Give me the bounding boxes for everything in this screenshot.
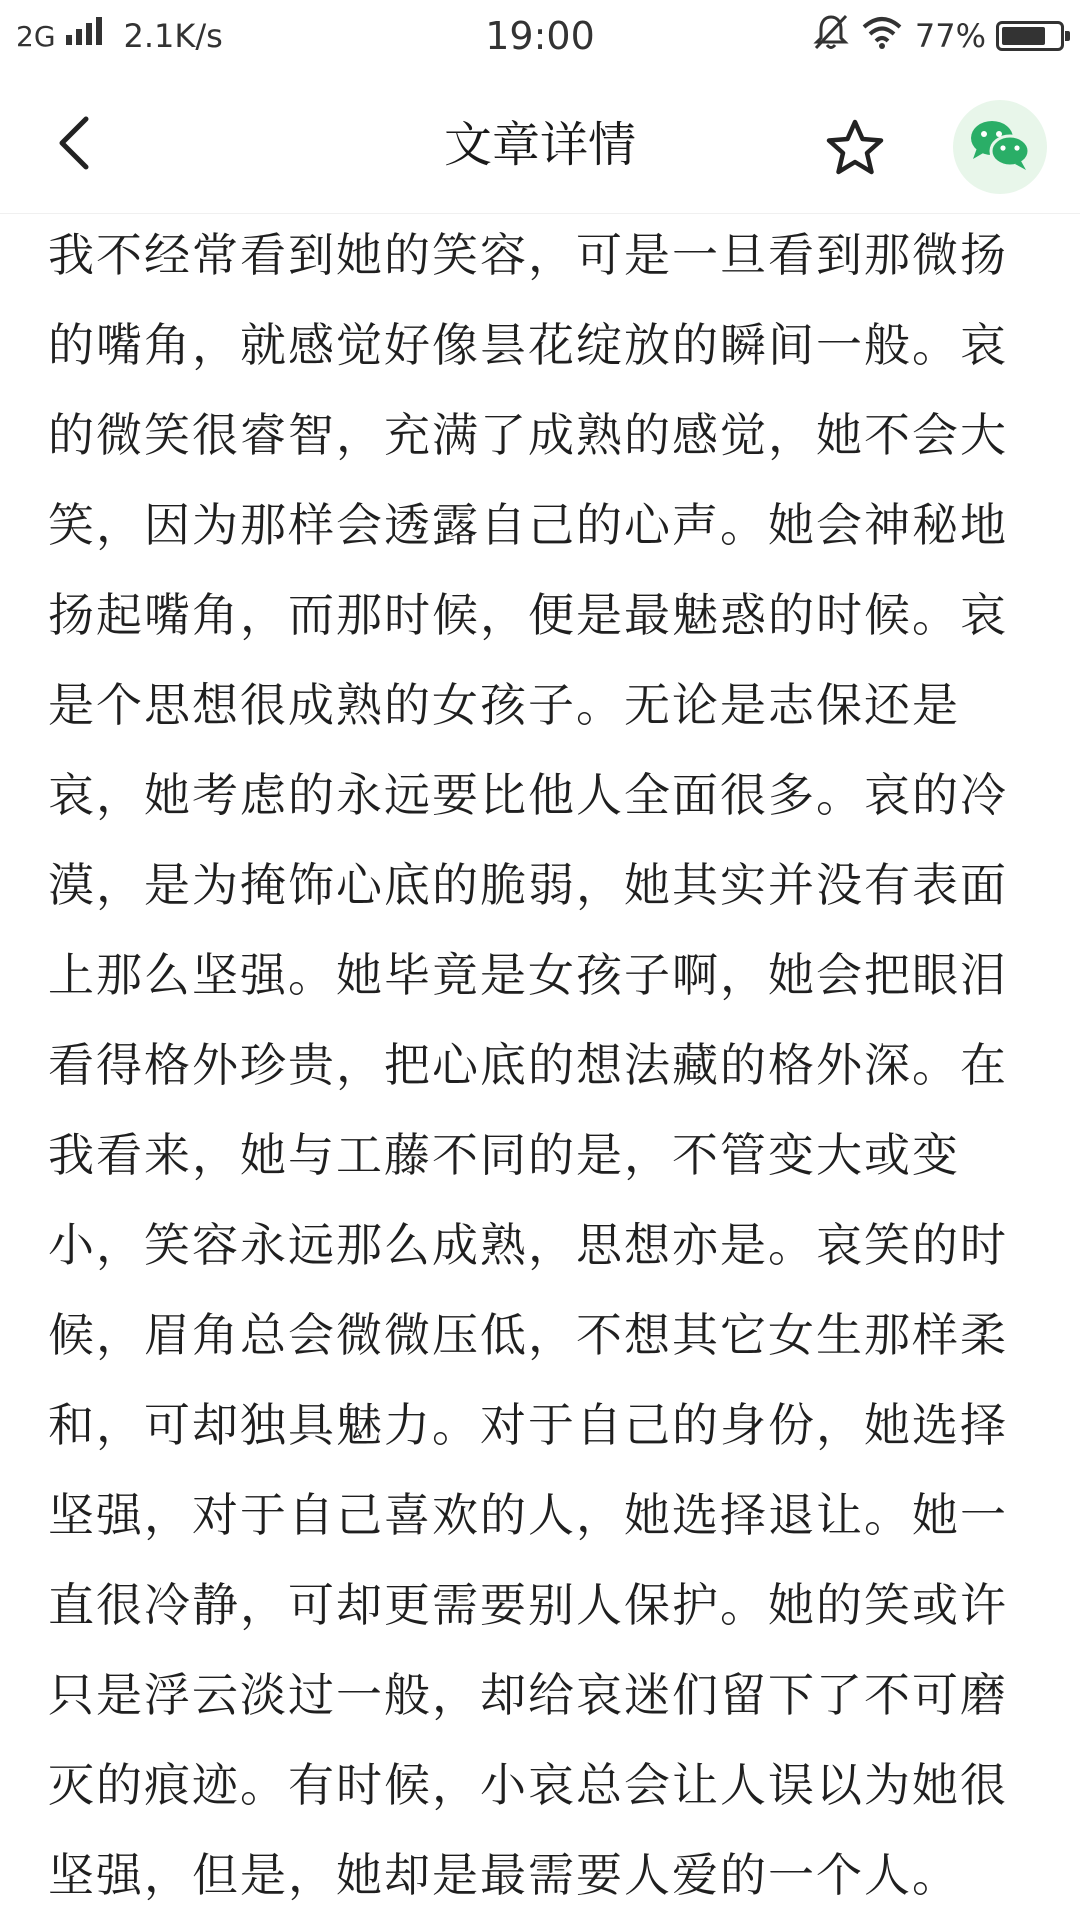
back-button[interactable] — [44, 105, 104, 185]
article-line: 小，笑容永远那么成熟，思想亦是。哀笑的时 — [48, 1218, 1008, 1272]
wechat-share-button[interactable] — [953, 100, 1047, 194]
status-bar — [0, 0, 1080, 75]
article-line: 笑，因为那样会透露自己的心声。她会神秘地 — [48, 498, 1008, 552]
article-line: 上那么坚强。她毕竟是女孩子啊，她会把眼泪 — [48, 948, 1008, 1002]
article-line: 只是浮云淡过一般，却给哀迷们留下了不可磨 — [48, 1668, 1008, 1722]
article-line: 的微笑很睿智，充满了成熟的感觉，她不会大 — [48, 408, 1008, 462]
nav-bar — [0, 75, 1080, 215]
article-line: 候，眉角总会微微压低，不想其它女生那样柔 — [48, 1308, 1008, 1362]
article-body — [48, 210, 1028, 1920]
article-line: 的嘴角，就感觉好像昙花绽放的瞬间一般。哀 — [48, 318, 1008, 372]
favorite-button[interactable] — [815, 110, 895, 190]
article-line: 直很冷静，可却更需要别人保护。她的笑或许 — [48, 1578, 1008, 1632]
article-line: 坚强，对于自己喜欢的人，她选择退让。她一 — [48, 1488, 1008, 1542]
wifi-icon — [861, 15, 903, 57]
clock: 19:00 — [485, 14, 595, 58]
article-line: 和，可却独具魅力。对于自己的身份，她选择 — [48, 1398, 1008, 1452]
network-speed: 2.1K/s — [123, 17, 223, 55]
article-line: 看得格外珍贵，把心底的想法藏的格外深。在 — [48, 1038, 1008, 1092]
article-line: 坚强，但是，她却是最需要人爱的一个人。 — [48, 1848, 960, 1902]
star-icon — [824, 118, 886, 182]
page-title: 文章详情 — [443, 117, 636, 173]
article-line: 我不经常看到她的笑容，可是一旦看到那微扬 — [48, 228, 1008, 282]
article-line: 扬起嘴角，而那时候，便是最魅惑的时候。哀 — [48, 588, 1008, 642]
wechat-icon — [968, 117, 1032, 177]
article-line: 我看来，她与工藤不同的是，不管变大或变 — [48, 1128, 960, 1182]
battery-percent: 77% — [914, 17, 986, 55]
battery-icon — [996, 21, 1064, 51]
article-line: 漠，是为掩饰心底的脆弱，她其实并没有表面 — [48, 858, 1008, 912]
network-type: 2G — [16, 19, 56, 53]
battery-fill — [1002, 27, 1045, 45]
article-line: 是个思想很成熟的女孩子。无论是志保还是 — [48, 678, 960, 732]
battery-cap — [1065, 31, 1070, 41]
article-line: 哀，她考虑的永远要比他人全面很多。哀的冷 — [48, 768, 1008, 822]
status-right — [801, 14, 1064, 58]
article-line: 灭的痕迹。有时候，小哀总会让人误以为她很 — [48, 1758, 1008, 1812]
mute-icon — [813, 13, 849, 59]
chevron-left-icon — [54, 113, 94, 177]
